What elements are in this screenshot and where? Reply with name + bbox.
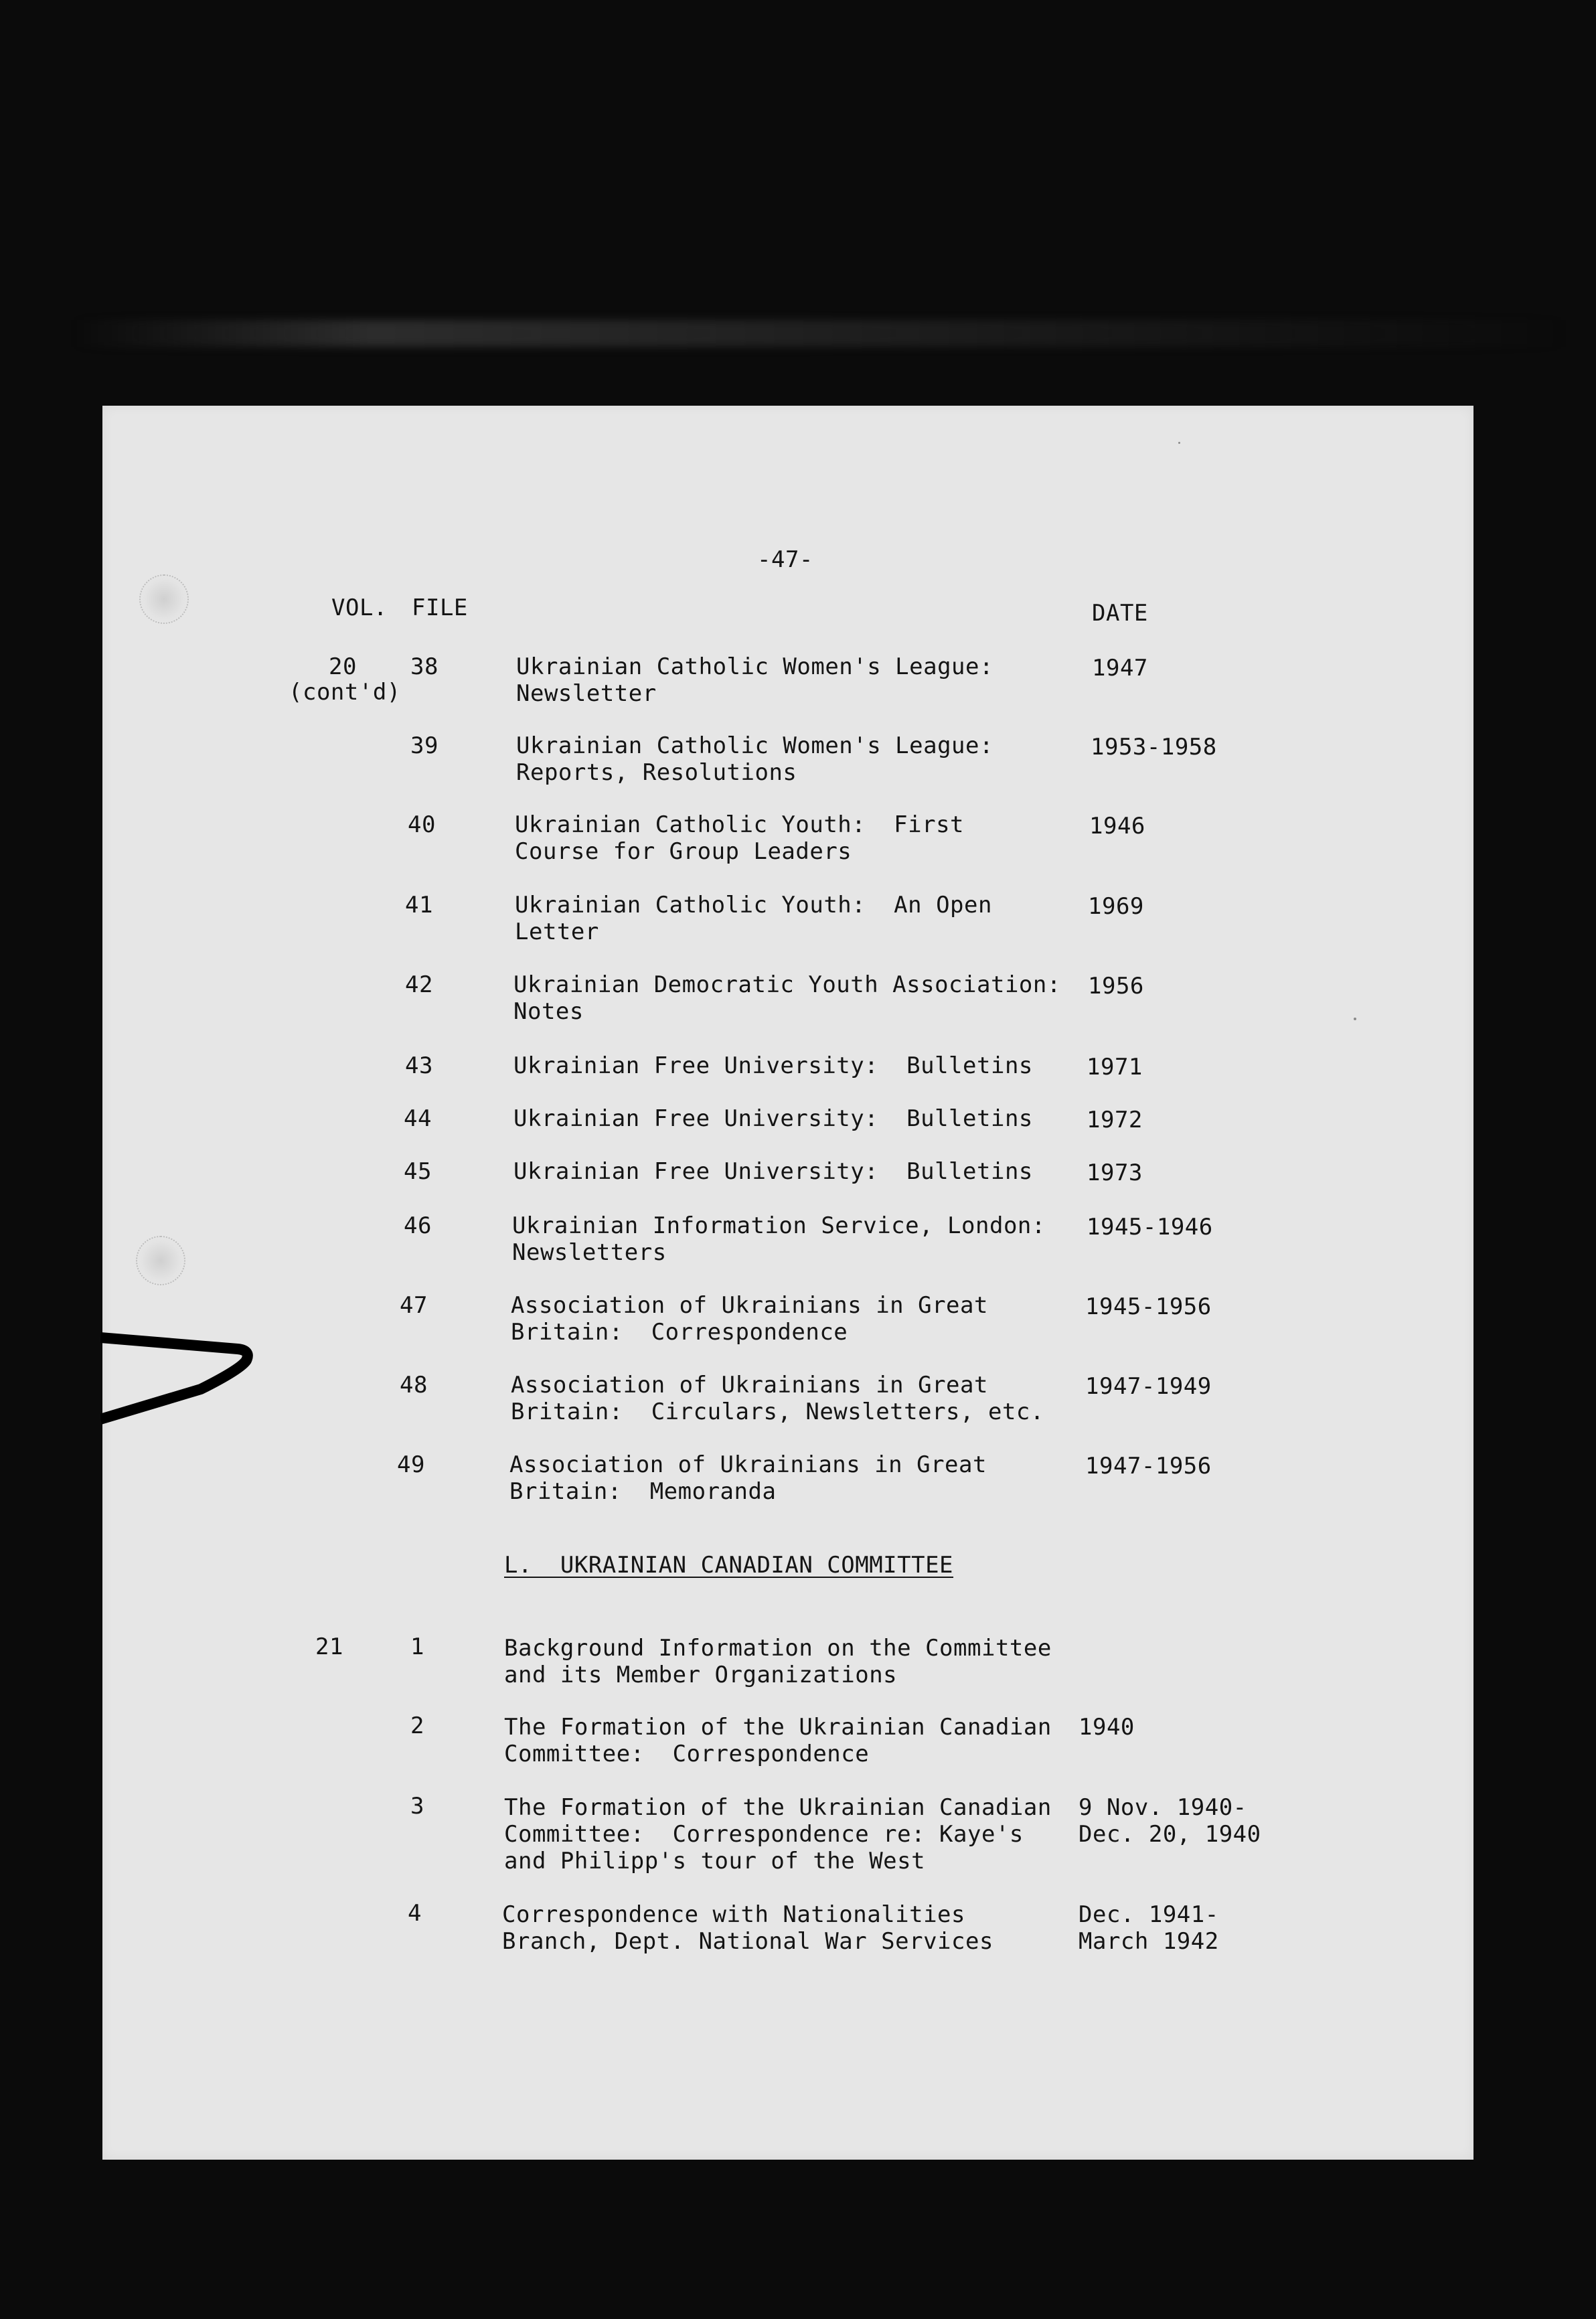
file-number: 43 — [405, 1052, 433, 1079]
entry-title: Association of Ukrainians in Great Britain: Correspondence — [511, 1292, 988, 1346]
entry-date: 1972 — [1087, 1107, 1143, 1133]
file-number: 38 — [410, 653, 438, 680]
entry-date: 1973 — [1087, 1160, 1143, 1186]
entry-date: 1953-1958 — [1091, 734, 1217, 761]
entry-title: Ukrainian Catholic Youth: First Course for Group Leaders — [515, 811, 965, 865]
entry-date: 1946 — [1089, 813, 1145, 839]
file-number: 48 — [400, 1372, 428, 1398]
paper-clip — [100, 1319, 261, 1433]
page-number: -47- — [757, 546, 813, 573]
entry-title: Ukrainian Catholic Youth: An Open Letter — [515, 892, 992, 945]
entry-title: The Formation of the Ukrainian Canadian Committee: Correspondence re: Kaye's and Philipp's tour of the West — [504, 1794, 1052, 1874]
entry-title: Ukrainian Democratic Youth Association: Notes — [513, 971, 1061, 1025]
entry-date: 1947-1956 — [1085, 1453, 1212, 1480]
entry-date: 1971 — [1087, 1054, 1143, 1081]
vol-header: VOL. — [331, 594, 388, 621]
file-header: FILE — [412, 594, 468, 621]
entry-date: 1947-1949 — [1085, 1373, 1212, 1400]
file-number: 49 — [397, 1451, 425, 1478]
entry-date: 1940 — [1079, 1714, 1135, 1741]
dust-speck — [1354, 1018, 1356, 1020]
entry-title: Association of Ukrainians in Great Britain: Circulars, Newsletters, etc. — [511, 1372, 1044, 1425]
document-page — [102, 406, 1473, 2160]
entry-title: Ukrainian Information Service, London: Newsletters — [512, 1212, 1046, 1266]
date-header: DATE — [1092, 600, 1148, 627]
entry-date: 1945-1956 — [1085, 1293, 1212, 1320]
vol-number: 21 — [315, 1633, 343, 1660]
entry-title: Background Information on the Committee and its Member Organizations — [504, 1635, 1052, 1688]
entry-title: The Formation of the Ukrainian Canadian Committee: Correspondence — [504, 1714, 1052, 1767]
entry-title: Correspondence with Nationalities Branch, Dept. National War Services — [502, 1901, 993, 1955]
entry-title: Ukrainian Catholic Women's League: Reports, Resolutions — [516, 732, 993, 786]
file-number: 4 — [408, 1900, 422, 1927]
file-number: 45 — [404, 1158, 432, 1185]
file-number: 3 — [410, 1793, 424, 1820]
file-number: 40 — [408, 811, 436, 838]
dust-speck — [1178, 442, 1180, 444]
file-number: 46 — [404, 1212, 432, 1239]
vol-note: (cont'd) — [289, 679, 401, 706]
file-number: 1 — [410, 1633, 424, 1660]
scan-streak — [74, 320, 1567, 347]
entry-date: Dec. 1941- March 1942 — [1079, 1901, 1219, 1955]
file-number: 42 — [405, 971, 433, 998]
entry-date: 9 Nov. 1940- Dec. 20, 1940 — [1079, 1794, 1261, 1848]
entry-date: 1945-1946 — [1087, 1214, 1213, 1241]
entry-title: Ukrainian Free University: Bulletins — [513, 1158, 1033, 1185]
entry-date: 1969 — [1088, 893, 1144, 920]
vol-number: 20 — [329, 653, 357, 680]
entry-date: 1947 — [1092, 655, 1148, 682]
punch-hole-middle — [136, 1236, 185, 1285]
entry-date: 1956 — [1088, 973, 1144, 999]
entry-title: Ukrainian Free University: Bulletins — [513, 1105, 1033, 1132]
file-number: 39 — [410, 732, 438, 759]
section-heading: L. UKRAINIAN CANADIAN COMMITTEE — [504, 1552, 954, 1579]
entry-title: Ukrainian Free University: Bulletins — [513, 1052, 1033, 1079]
file-number: 2 — [410, 1712, 424, 1739]
file-number: 41 — [405, 892, 433, 918]
file-number: 47 — [400, 1292, 428, 1319]
entry-title: Association of Ukrainians in Great Britain: Memoranda — [509, 1451, 987, 1505]
punch-hole-top — [139, 574, 189, 624]
entry-title: Ukrainian Catholic Women's League: Newsletter — [516, 653, 993, 707]
file-number: 44 — [404, 1105, 432, 1132]
